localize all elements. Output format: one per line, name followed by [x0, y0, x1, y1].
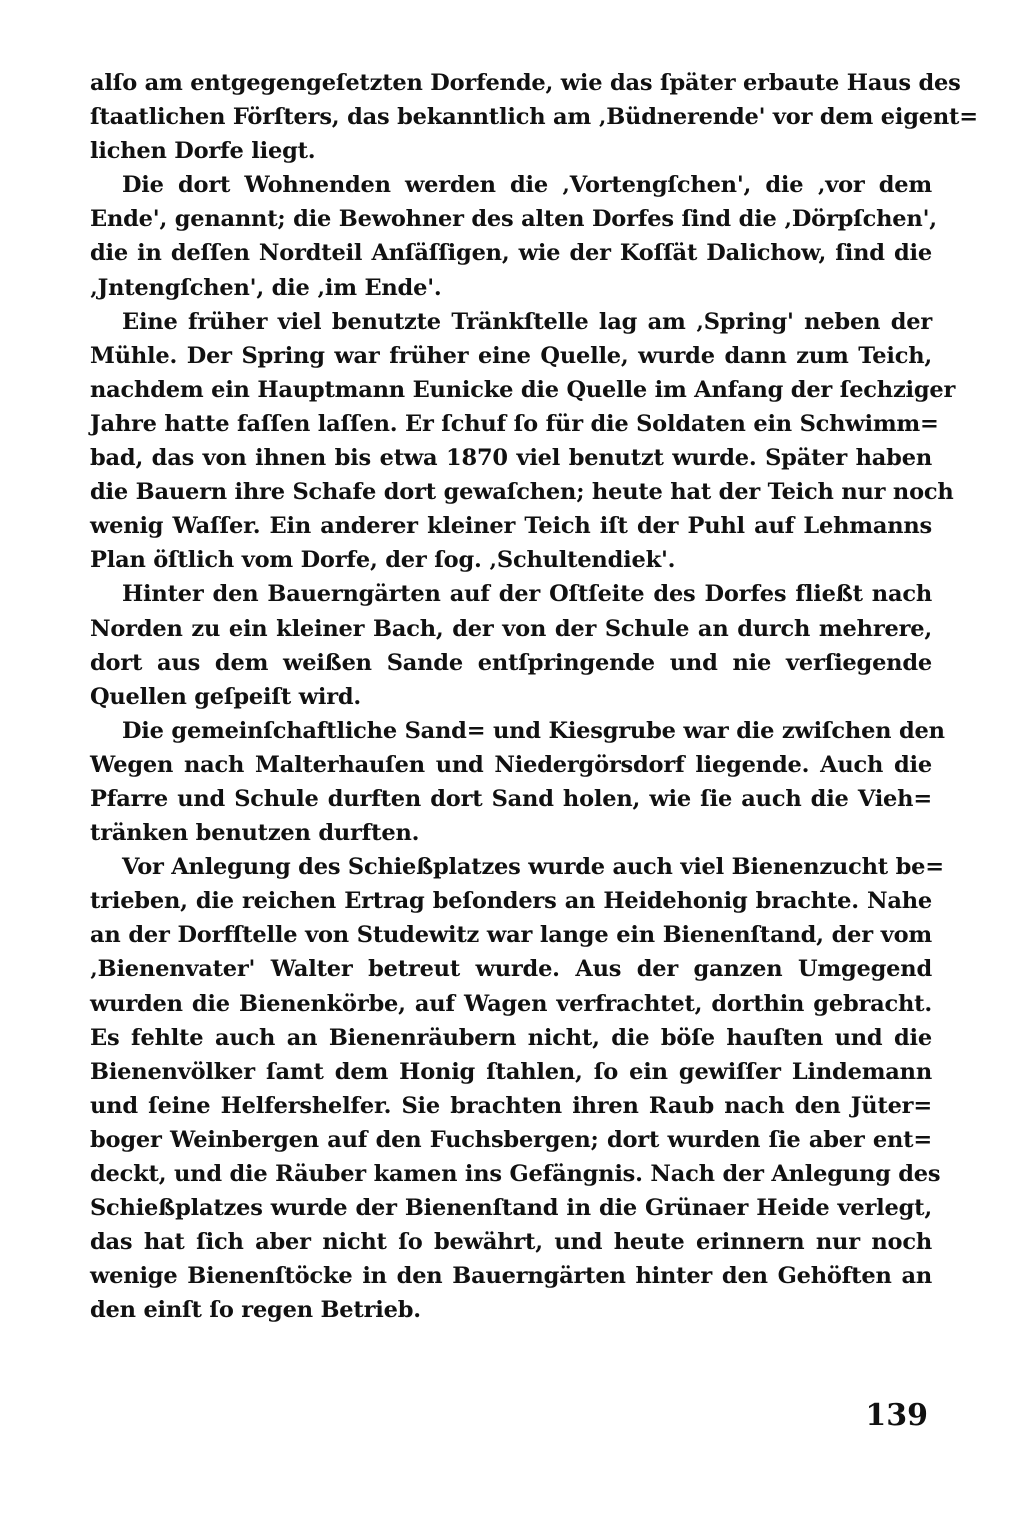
page-number: 139: [865, 1398, 928, 1433]
text-line: Es fehlte auch an Bienenräubern nicht, die böſe hauſten und die: [90, 1024, 932, 1051]
text-line: Ende', genannt; die Bewohner des alten Dorfes ſind die ‚Dörpſchen',: [90, 206, 937, 233]
paragraph: [90, 850, 944, 1327]
paragraph: [90, 714, 945, 850]
text-line: Die dort Wohnenden werden die ‚Vortengſchen', die ‚vor dem: [122, 172, 932, 199]
text-line: Hinter den Bauerngärten auf der Oſtſeite des Dorfes fließt nach: [122, 581, 932, 608]
text-line: Eine früher viel benutzte Tränkſtelle lag am ‚Spring' neben der: [122, 308, 932, 335]
text-line: die in deſſen Nordteil Anſäſſigen, wie der Koſſät Dalichow, ſind die: [90, 240, 932, 267]
text-line: ‚Bienenvater' Walter betreut wurde. Aus der ganzen Umgegend: [90, 956, 932, 983]
text-line: dort aus dem weißen Sande entſpringende und nie verſiegende: [90, 649, 932, 676]
body-text: [90, 66, 978, 1327]
text-line: Mühle. Der Spring war früher eine Quelle, wurde dann zum Teich,: [90, 342, 932, 369]
text-line: den einſt ſo regen Betrieb.: [90, 1297, 421, 1324]
paragraph: [90, 305, 956, 578]
text-line: boger Weinbergen auf den Fuchsbergen; dort wurden ſie aber ent=: [90, 1126, 932, 1153]
text-line: Norden zu ein kleiner Bach, der von der Schule an durch mehrere,: [90, 615, 932, 642]
text-line: deckt, und die Räuber kamen ins Gefängnis. Nach der Anlegung des: [90, 1161, 941, 1187]
text-line: alſo am entgegengeſetzten Dorfende, wie das ſpäter erbaute Haus des: [90, 70, 961, 96]
text-line: Schießplatzes wurde der Bienenſtand in die Grünaer Heide verlegt,: [90, 1195, 932, 1222]
text-line: Plan öſtlich vom Dorfe, der ſog. ‚Schultendiek'.: [90, 547, 676, 574]
text-line: Wegen nach Malterhauſen und Niedergörsdorf liegende. Auch die: [90, 751, 932, 778]
text-line: lichen Dorfe liegt.: [90, 138, 316, 165]
text-line: wenig Waſſer. Ein anderer kleiner Teich iſt der Puhl auf Lehmanns: [90, 513, 932, 540]
text-line: Vor Anlegung des Schießplatzes wurde auch viel Bienenzucht be=: [122, 854, 944, 881]
text-line: wenige Bienenſtöcke in den Bauerngärten hinter den Gehöften an: [90, 1263, 932, 1290]
text-line: bad, das von ihnen bis etwa 1870 viel benutzt wurde. Später haben: [90, 445, 932, 472]
text-line: ſtaatlichen Förſters, das bekanntlich am ‚Büdnerende' vor dem eigent=: [90, 104, 978, 131]
paragraph: [90, 66, 978, 168]
text-line: Die gemeinſchaftliche Sand= und Kiesgrube war die zwiſchen den: [122, 717, 945, 744]
text-line: ‚Jntengſchen', die ‚im Ende'.: [90, 274, 442, 301]
text-line: Pfarre und Schule durften dort Sand holen, wie ſie auch die Vieh=: [90, 785, 932, 812]
text-line: Quellen geſpeiſt wird.: [90, 683, 362, 710]
text-line: trieben, die reichen Ertrag beſonders an Heidehonig brachte. Nahe: [90, 888, 932, 915]
text-line: Bienenvölker ſamt dem Honig ſtahlen, ſo ein gewiſſer Lindemann: [90, 1058, 932, 1085]
paragraph: [90, 577, 932, 713]
text-line: das hat ſich aber nicht ſo bewährt, und heute erinnern nur noch: [90, 1229, 932, 1256]
text-line: Jahre hatte faſſen laſſen. Er ſchuf ſo für die Soldaten ein Schwimm=: [90, 410, 939, 437]
text-line: tränken benutzen durften.: [90, 820, 420, 847]
paragraph: [90, 168, 937, 304]
text-line: wurden die Bienenkörbe, auf Wagen verfrachtet, dorthin gebracht.: [90, 990, 932, 1017]
text-line: die Bauern ihre Schafe dort gewaſchen; heute hat der Teich nur noch: [90, 479, 954, 506]
text-line: nachdem ein Hauptmann Eunicke die Quelle im Anfang der ſechziger: [90, 376, 956, 403]
text-line: und ſeine Helfershelfer. Sie brachten ihren Raub nach den Jüter=: [90, 1092, 932, 1119]
text-line: an der Dorfſtelle von Studewitz war lange ein Bienenſtand, der vom: [90, 922, 932, 949]
